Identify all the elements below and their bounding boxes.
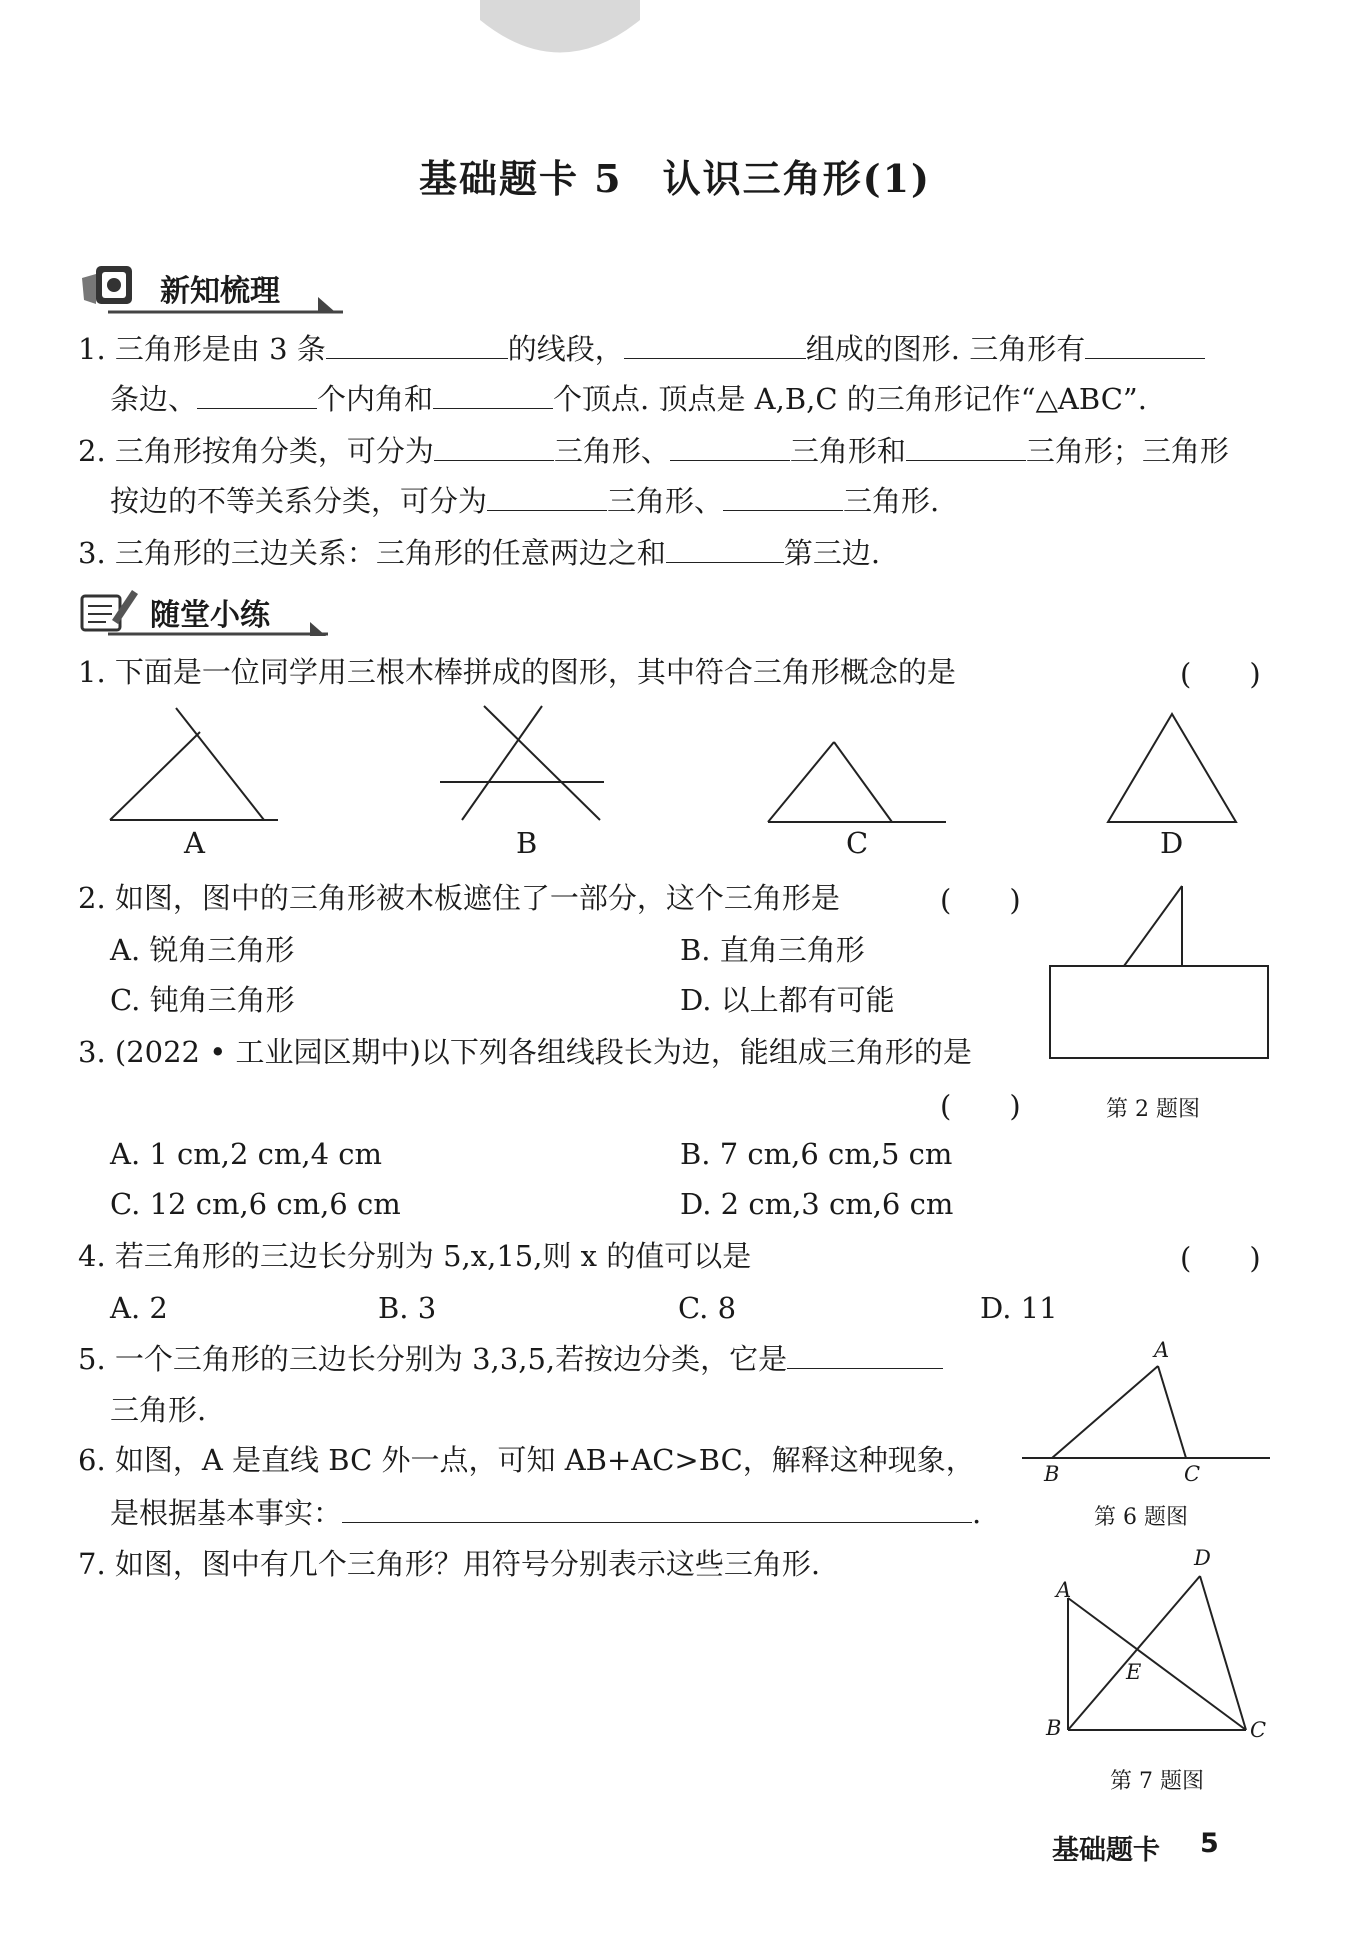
practice-q2-text: 2. 如图，图中的三角形被木板遮住了一部分，这个三角形是	[78, 881, 840, 915]
blank[interactable]	[666, 532, 784, 563]
section-header-xinzhi: 新知梳理	[160, 274, 280, 309]
blank[interactable]	[670, 430, 790, 461]
figure-q6	[1020, 1360, 1272, 1460]
xinzhi-q3: 3. 三角形的三边关系：三角形的任意两边之和 第三边.	[78, 532, 880, 573]
practice-q7-text: 7. 如图，图中有几个三角形？用符号分别表示这些三角形.	[78, 1547, 821, 1581]
blank[interactable]	[906, 430, 1026, 461]
point-label-c: C	[1250, 1718, 1267, 1742]
answer-paren-q2[interactable]: ( )	[940, 883, 1021, 917]
figure-q2	[1048, 884, 1272, 1062]
footer-label: 基础题卡	[1052, 1835, 1160, 1866]
figure-caption-q6: 第 6 题图	[1094, 1505, 1188, 1530]
figure-caption-q7: 第 7 题图	[1110, 1769, 1204, 1794]
option-q2-b: B. 直角三角形	[680, 933, 865, 967]
option-q3-a: A. 1 cm,2 cm,4 cm	[110, 1137, 383, 1171]
blank[interactable]	[326, 328, 508, 359]
practice-q6-line1: 6. 如图，A 是直线 BC 外一点，可知 AB+AC>BC，解释这种现象，	[78, 1443, 975, 1477]
option-q4-b: B. 3	[378, 1291, 437, 1325]
option-label-d: D	[1160, 826, 1184, 860]
answer-paren-q4[interactable]: ( )	[1180, 1241, 1261, 1275]
point-label-a: A	[1154, 1338, 1170, 1362]
option-label-b: B	[516, 826, 538, 860]
blank[interactable]	[433, 378, 553, 409]
page-number: 5	[1200, 1828, 1219, 1859]
practice-q1-text: 1. 下面是一位同学用三根木棒拼成的图形，其中符合三角形概念的是	[78, 655, 956, 689]
blank[interactable]	[624, 328, 806, 359]
option-q3-b: B. 7 cm,6 cm,5 cm	[680, 1137, 953, 1171]
xinzhi-q2-line1: 2. 三角形按角分类，可分为 三角形、 三角形和 三角形；三角形	[78, 430, 1229, 471]
figure-q1-option-b	[440, 706, 610, 826]
option-label-a: A	[184, 826, 205, 860]
section-underline	[78, 300, 348, 316]
top-decoration	[480, 0, 640, 60]
practice-q5-line2: 三角形.	[110, 1393, 207, 1427]
option-q3-c: C. 12 cm,6 cm,6 cm	[110, 1187, 401, 1221]
figure-q1-option-a	[100, 708, 290, 828]
blank[interactable]	[487, 480, 607, 511]
practice-q3-text: 3. (2022 • 工业园区期中)以下列各组线段长为边，能组成三角形的是	[78, 1035, 972, 1069]
point-label-d: D	[1194, 1546, 1211, 1570]
point-label-a: A	[1056, 1578, 1072, 1602]
option-label-c: C	[846, 826, 869, 860]
practice-q4-text: 4. 若三角形的三边长分别为 5,x,15,则 x 的值可以是	[78, 1239, 752, 1273]
section-header-suitang: 随堂小练	[150, 598, 270, 633]
section-underline	[78, 622, 338, 638]
blank[interactable]	[1085, 328, 1205, 359]
blank[interactable]	[342, 1492, 972, 1523]
point-label-b: B	[1044, 1462, 1060, 1486]
option-q2-d: D. 以上都有可能	[680, 983, 895, 1017]
point-label-e: E	[1126, 1660, 1142, 1684]
xinzhi-q1-line2: 条边、 个内角和 个顶点. 顶点是 A,B,C 的三角形记作“△ABC”.	[110, 378, 1147, 419]
practice-q5-line1: 5. 一个三角形的三边长分别为 3,3,5,若按边分类，它是	[78, 1338, 943, 1379]
answer-paren-q1[interactable]: ( )	[1180, 657, 1261, 691]
figure-q7	[1060, 1568, 1260, 1738]
figure-q1-option-c	[768, 738, 948, 824]
option-q2-a: A. 锐角三角形	[110, 933, 295, 967]
practice-q6-line2: 是根据基本事实： .	[110, 1492, 981, 1533]
option-q3-d: D. 2 cm,3 cm,6 cm	[680, 1187, 954, 1221]
xinzhi-q2-line2: 按边的不等关系分类，可分为 三角形、 三角形.	[110, 480, 939, 521]
xinzhi-q1-line1: 1. 三角形是由 3 条 的线段， 组成的图形. 三角形有	[78, 328, 1205, 369]
blank[interactable]	[787, 1338, 943, 1369]
answer-paren-q3[interactable]: ( )	[940, 1089, 1021, 1123]
page-title: 基础题卡 5 认识三角形(1)	[418, 156, 932, 201]
point-label-c: C	[1184, 1462, 1201, 1486]
figure-q1-option-d	[1104, 712, 1240, 824]
blank[interactable]	[723, 480, 843, 511]
blank[interactable]	[197, 378, 317, 409]
option-q4-c: C. 8	[678, 1291, 737, 1325]
option-q2-c: C. 钝角三角形	[110, 983, 295, 1017]
figure-caption-q2: 第 2 题图	[1106, 1097, 1200, 1122]
point-label-b: B	[1046, 1716, 1062, 1740]
option-q4-a: A. 2	[110, 1291, 168, 1325]
blank[interactable]	[434, 430, 554, 461]
option-q4-d: D. 11	[980, 1291, 1058, 1325]
